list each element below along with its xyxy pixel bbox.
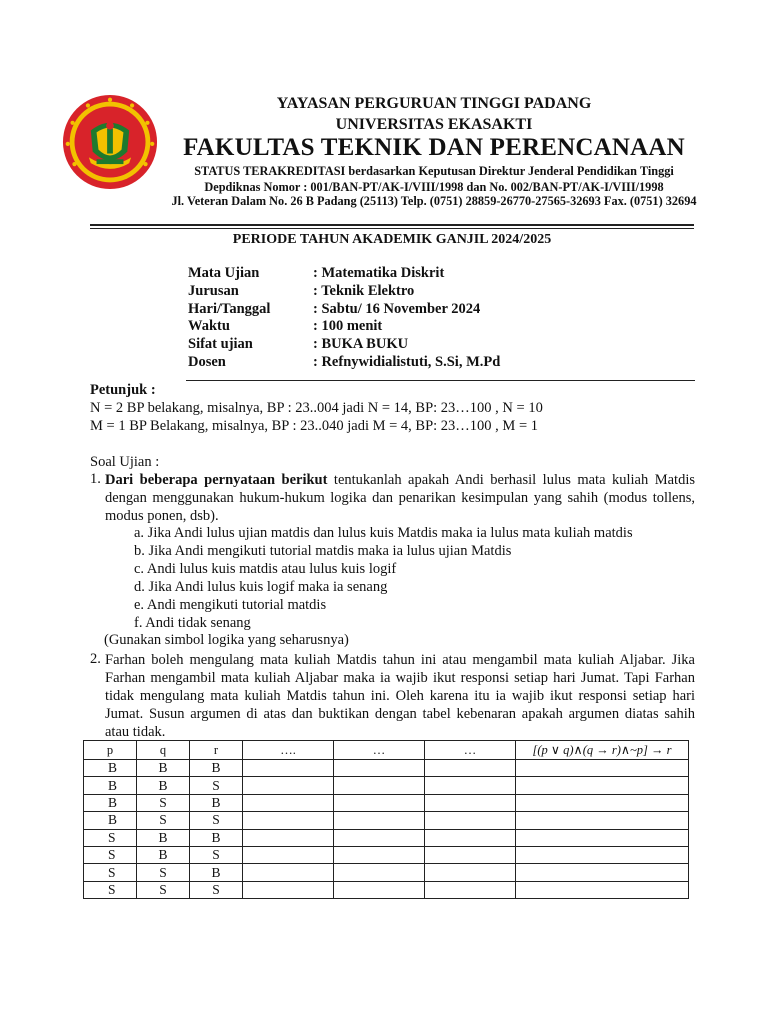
info-row <box>188 336 500 354</box>
info-value: : Refnywidialistuti, S.Si, M.Pd <box>313 353 501 370</box>
empty-cell <box>243 846 334 863</box>
info-value: : Teknik Elektro <box>313 282 415 299</box>
question-number: 1. <box>90 471 101 487</box>
info-value: : Matematika Diskrit <box>313 265 445 281</box>
empty-cell <box>425 829 516 846</box>
table-cell: S <box>190 881 243 898</box>
empty-cell <box>425 864 516 881</box>
statement-item: d. Jika Andi lulus kuis logif maka ia senang <box>134 579 388 595</box>
empty-cell <box>243 829 334 846</box>
table-cell: B <box>84 760 137 777</box>
foundation-name: YAYASAN PERGURUAN TINGGI PADANG <box>276 95 592 112</box>
table-cell: S <box>84 881 137 898</box>
info-key: Waktu <box>188 318 230 335</box>
info-key: Jurusan <box>188 282 239 299</box>
column-header: … <box>425 741 516 760</box>
statement-item: a. Jika Andi lulus ujian matdis dan lulus kuis Matdis maka ia lulus mata kuliah matdis <box>134 525 633 541</box>
statement-item: e. Andi mengikuti tutorial matdis <box>134 597 327 613</box>
empty-cell <box>243 864 334 881</box>
column-header: q <box>137 741 190 760</box>
table-cell: S <box>84 829 137 846</box>
info-divider <box>186 380 695 381</box>
table-cell: B <box>137 829 190 846</box>
empty-cell <box>516 864 689 881</box>
empty-cell <box>243 794 334 811</box>
table-cell: B <box>84 812 137 829</box>
empty-cell <box>334 812 425 829</box>
table-cell: S <box>190 846 243 863</box>
table-row <box>84 881 689 898</box>
empty-cell <box>516 829 689 846</box>
empty-cell <box>243 881 334 898</box>
statement-item: f. Andi tidak senang <box>134 615 251 631</box>
formula-header: [(p ∨ q)∧(q → r)∧~p] → r <box>516 741 689 760</box>
statement-item: c. Andi lulus kuis matdis atau lulus kuis logif <box>134 561 397 577</box>
table-row <box>84 794 689 811</box>
empty-cell <box>425 777 516 794</box>
empty-cell <box>516 777 689 794</box>
info-row <box>188 265 500 283</box>
instructions-line: M = 1 BP Belakang, misalnya, BP : 23..040 jadi M = 4, BP: 23…100 , M = 1 <box>90 418 538 434</box>
table-cell: B <box>190 829 243 846</box>
table-cell: B <box>190 760 243 777</box>
info-value: : BUKA BUKU <box>313 336 409 353</box>
table-cell: B <box>84 777 137 794</box>
question-1-text <box>105 471 695 525</box>
empty-cell <box>425 812 516 829</box>
empty-cell <box>334 777 425 794</box>
table-cell: S <box>84 846 137 863</box>
decree-number: Depdiknas Nomor : 001/BAN-PT/AK-I/VIII/1998 dan No. 002/BAN-PT/AK-I/VIII/1998 <box>204 180 664 194</box>
info-key: Mata Ujian <box>188 265 260 281</box>
info-key: Sifat ujian <box>188 336 253 353</box>
column-header: r <box>190 741 243 760</box>
empty-cell <box>334 760 425 777</box>
empty-cell <box>334 794 425 811</box>
table-cell: B <box>137 846 190 863</box>
accreditation-line <box>170 164 698 179</box>
question-2-text: Farhan boleh mengulang mata kuliah Matdis tahun ini atau mengambil mata kuliah Aljabar. Jika Farhan mengambil mata kuliah Aljabar maka ia wajib ikut responsi setiap hari Jumat. Tapi Farhan tidak mengulang mata kuliah Matdis tahun ini. Oleh karena itu ia wajib ikut responsi setiap hari Jumat. Susun argumen di atas dan buktikan dengan tabel kebenaran apakah argumen diatas sahih atau tidak. <box>105 652 695 740</box>
info-row <box>188 301 500 319</box>
empty-cell <box>425 846 516 863</box>
academic-period: PERIODE TAHUN AKADEMIK GANJIL 2024/2025 <box>232 232 552 247</box>
faculty-name: FAKULTAS TEKNIK DAN PERENCANAAN <box>183 134 685 161</box>
table-row <box>84 829 689 846</box>
questions-title: Soal Ujian : <box>90 454 160 470</box>
info-key: Dosen <box>188 353 226 370</box>
empty-cell <box>334 829 425 846</box>
table-header-row <box>84 741 689 760</box>
question-1-emphasis: Dari beberapa pernyataan berikut <box>105 472 328 488</box>
accreditation-decree: berdasarkan Keputusan Direktur Jenderal Pendidikan Tinggi <box>345 164 674 178</box>
table-cell: B <box>190 794 243 811</box>
info-row <box>188 354 500 372</box>
exam-info <box>188 265 500 372</box>
empty-cell <box>243 760 334 777</box>
empty-cell <box>516 812 689 829</box>
table-cell: S <box>190 812 243 829</box>
table-row <box>84 777 689 794</box>
symbol-note: (Gunakan simbol logika yang seharusnya) <box>104 632 349 648</box>
empty-cell <box>243 777 334 794</box>
table-cell: S <box>137 794 190 811</box>
instructions-line: N = 2 BP belakang, misalnya, BP : 23..004 jadi N = 14, BP: 23…100 , N = 10 <box>90 400 543 416</box>
table-cell: B <box>190 864 243 881</box>
table-cell: B <box>137 760 190 777</box>
empty-cell <box>516 760 689 777</box>
info-key: Hari/Tanggal <box>188 300 271 317</box>
empty-cell <box>334 846 425 863</box>
table-row <box>84 864 689 881</box>
table-cell: S <box>137 812 190 829</box>
empty-cell <box>425 881 516 898</box>
column-header: p <box>84 741 137 760</box>
statement-item: b. Jika Andi mengikuti tutorial matdis maka ia lulus ujian Matdis <box>134 543 512 559</box>
empty-cell <box>243 812 334 829</box>
university-name: UNIVERSITAS EKASAKTI <box>335 116 533 133</box>
empty-cell <box>425 760 516 777</box>
header-divider-thick <box>90 224 694 226</box>
address-line: Jl. Veteran Dalam No. 26 B Padang (25113) Telp. (0751) 28859-26770-27565-32693 Fax. (0751) 32694 <box>171 194 697 208</box>
empty-cell <box>425 794 516 811</box>
table-cell: S <box>84 864 137 881</box>
table-cell: S <box>190 777 243 794</box>
empty-cell <box>516 881 689 898</box>
question-number: 2. <box>90 651 101 667</box>
table-cell: B <box>137 777 190 794</box>
instructions-title: Petunjuk : <box>90 382 156 398</box>
header-divider-thin <box>90 228 694 229</box>
info-value: : Sabtu/ 16 November 2024 <box>313 300 481 317</box>
info-row <box>188 283 500 301</box>
table-row <box>84 812 689 829</box>
empty-cell <box>516 794 689 811</box>
truth-table <box>83 740 689 899</box>
column-header: … <box>334 741 425 760</box>
table-cell: B <box>84 794 137 811</box>
question-1-body: tentukanlah apakah Andi berhasil lulus mata kuliah Matdis dengan menggunakan hukum-hukum logika dan penarikan kesimpulan yang sahih (modus tollens, modus ponen, dsb). <box>105 472 696 524</box>
table-row <box>84 846 689 863</box>
university-logo <box>62 94 158 190</box>
column-header: …. <box>243 741 334 760</box>
table-cell: S <box>137 864 190 881</box>
empty-cell <box>334 881 425 898</box>
empty-cell <box>334 864 425 881</box>
info-value: : 100 menit <box>313 318 383 335</box>
empty-cell <box>516 846 689 863</box>
info-row <box>188 318 500 336</box>
table-cell: S <box>137 881 190 898</box>
table-row <box>84 760 689 777</box>
accreditation-status: STATUS TERAKREDITASI <box>194 164 346 178</box>
